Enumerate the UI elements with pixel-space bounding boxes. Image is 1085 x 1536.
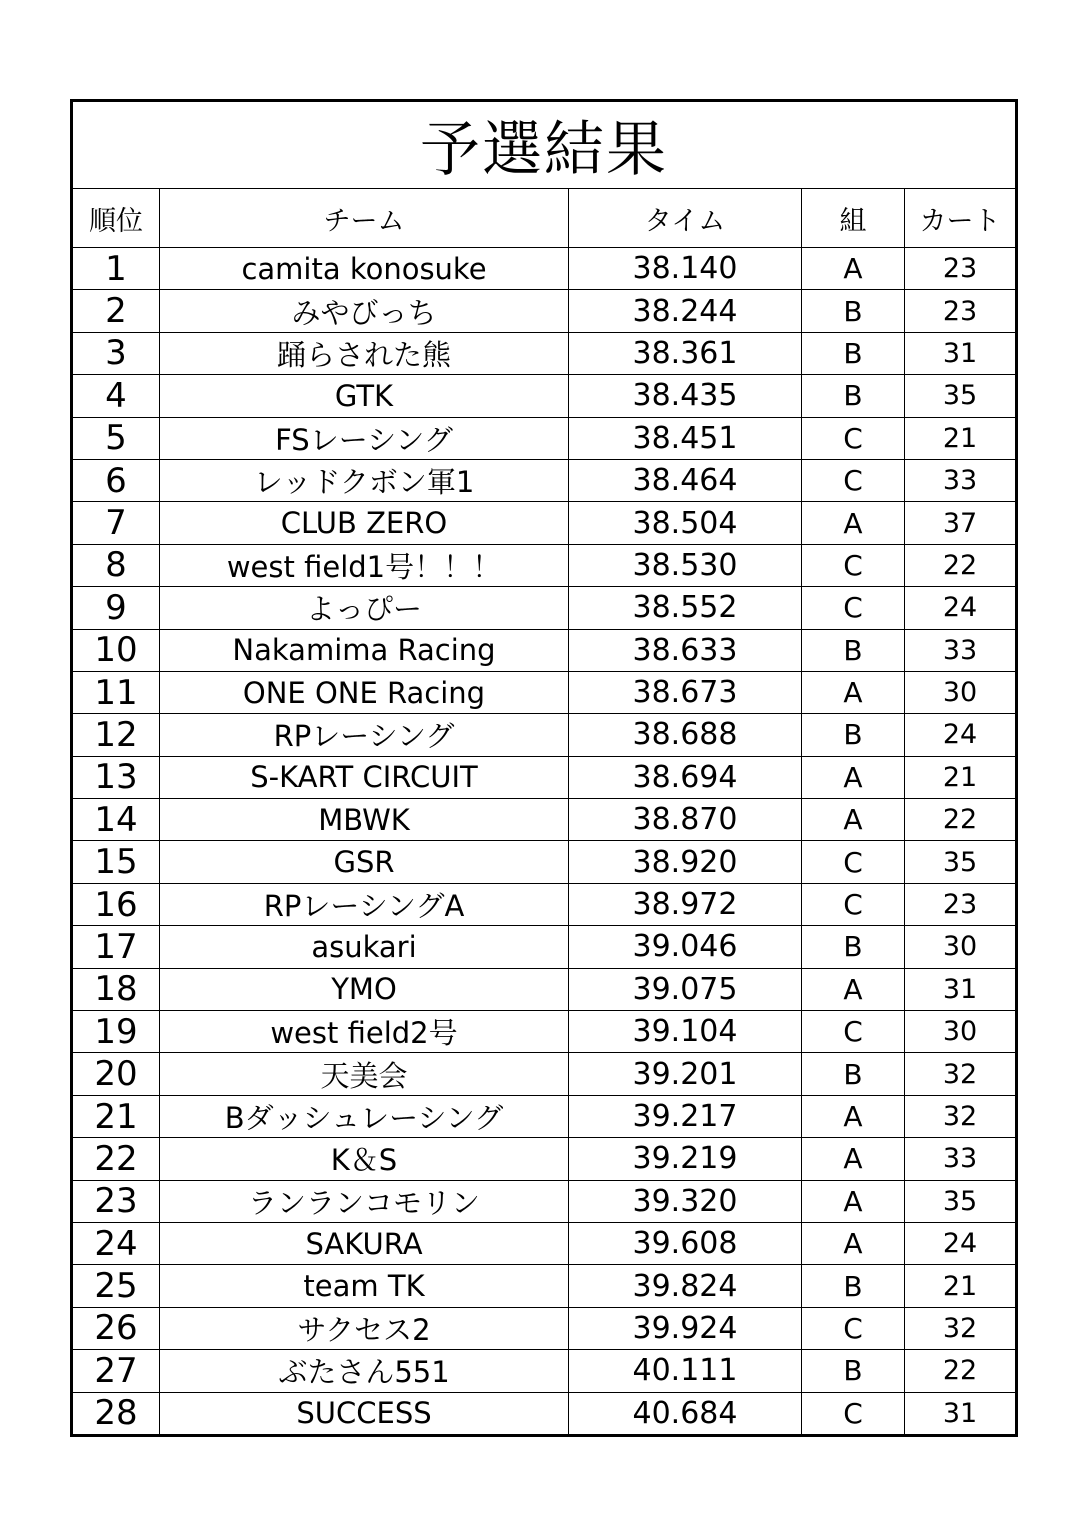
team-cell: 天美会 <box>160 1053 569 1095</box>
group-cell: A <box>802 671 905 713</box>
table-row <box>72 799 1017 841</box>
time-cell: 39.824 <box>569 1265 802 1307</box>
time-cell: 39.608 <box>569 1222 802 1264</box>
rank-cell: 21 <box>72 1095 160 1137</box>
kart-cell: 32 <box>905 1307 1017 1349</box>
group-cell: A <box>802 1222 905 1264</box>
rank-cell: 15 <box>72 841 160 883</box>
kart-cell: 35 <box>905 375 1017 417</box>
group-cell: A <box>802 502 905 544</box>
rank-cell: 6 <box>72 459 160 501</box>
table-row <box>72 968 1017 1010</box>
team-cell: よっぴー <box>160 587 569 629</box>
header-time: タイム <box>569 189 802 248</box>
page-title: 予選結果 <box>72 101 1017 189</box>
team-cell: Nakamima Racing <box>160 629 569 671</box>
group-cell: C <box>802 1307 905 1349</box>
time-cell: 38.633 <box>569 629 802 671</box>
kart-cell: 21 <box>905 417 1017 459</box>
rank-cell: 27 <box>72 1350 160 1392</box>
rank-cell: 20 <box>72 1053 160 1095</box>
rank-cell: 22 <box>72 1138 160 1180</box>
header-group: 組 <box>802 189 905 248</box>
kart-cell: 37 <box>905 502 1017 544</box>
group-cell: B <box>802 1053 905 1095</box>
rank-cell: 2 <box>72 290 160 332</box>
table-row <box>72 1095 1017 1137</box>
kart-cell: 21 <box>905 756 1017 798</box>
group-cell: B <box>802 1350 905 1392</box>
team-cell: FSレーシング <box>160 417 569 459</box>
table-row <box>72 629 1017 671</box>
header-kart: カート <box>905 189 1017 248</box>
kart-cell: 24 <box>905 1222 1017 1264</box>
kart-cell: 23 <box>905 883 1017 925</box>
team-cell: YMO <box>160 968 569 1010</box>
team-cell: S-KART CIRCUIT <box>160 756 569 798</box>
team-cell: Bダッシュレーシング <box>160 1095 569 1137</box>
time-cell: 39.104 <box>569 1011 802 1053</box>
table-row <box>72 1222 1017 1264</box>
kart-cell: 22 <box>905 1350 1017 1392</box>
group-cell: A <box>802 248 905 290</box>
group-cell: B <box>802 1265 905 1307</box>
group-cell: B <box>802 290 905 332</box>
time-cell: 38.870 <box>569 799 802 841</box>
rank-cell: 19 <box>72 1011 160 1053</box>
team-cell: レッドクボン軍1 <box>160 459 569 501</box>
time-cell: 38.920 <box>569 841 802 883</box>
table-row <box>72 1180 1017 1222</box>
time-cell: 39.217 <box>569 1095 802 1137</box>
header-rank: 順位 <box>72 189 160 248</box>
time-cell: 38.464 <box>569 459 802 501</box>
group-cell: B <box>802 926 905 968</box>
group-cell: A <box>802 799 905 841</box>
kart-cell: 23 <box>905 248 1017 290</box>
kart-cell: 35 <box>905 841 1017 883</box>
team-cell: GTK <box>160 375 569 417</box>
table-row <box>72 714 1017 756</box>
group-cell: B <box>802 332 905 374</box>
team-cell: camita konosuke <box>160 248 569 290</box>
table-row <box>72 290 1017 332</box>
group-cell: B <box>802 714 905 756</box>
time-cell: 38.244 <box>569 290 802 332</box>
kart-cell: 32 <box>905 1053 1017 1095</box>
rank-cell: 14 <box>72 799 160 841</box>
team-cell: west field2号 <box>160 1011 569 1053</box>
results-sheet <box>70 99 1015 1437</box>
table-row <box>72 756 1017 798</box>
rank-cell: 3 <box>72 332 160 374</box>
table-row <box>72 1011 1017 1053</box>
table-row <box>72 587 1017 629</box>
rank-cell: 9 <box>72 587 160 629</box>
team-cell: CLUB ZERO <box>160 502 569 544</box>
rank-cell: 11 <box>72 671 160 713</box>
table-row <box>72 248 1017 290</box>
team-cell: ONE ONE Racing <box>160 671 569 713</box>
team-cell: RPレーシングA <box>160 883 569 925</box>
rank-cell: 4 <box>72 375 160 417</box>
group-cell: C <box>802 544 905 586</box>
team-cell: RPレーシング <box>160 714 569 756</box>
time-cell: 40.111 <box>569 1350 802 1392</box>
table-row <box>72 926 1017 968</box>
group-cell: A <box>802 1095 905 1137</box>
rank-cell: 28 <box>72 1392 160 1435</box>
rank-cell: 13 <box>72 756 160 798</box>
team-cell: team TK <box>160 1265 569 1307</box>
team-cell: SAKURA <box>160 1222 569 1264</box>
group-cell: B <box>802 629 905 671</box>
team-cell: asukari <box>160 926 569 968</box>
header-team: チーム <box>160 189 569 248</box>
time-cell: 38.504 <box>569 502 802 544</box>
time-cell: 39.075 <box>569 968 802 1010</box>
team-cell: みやびっち <box>160 290 569 332</box>
header-row <box>72 189 1017 248</box>
team-cell: 踊らされた熊 <box>160 332 569 374</box>
rank-cell: 5 <box>72 417 160 459</box>
table-row <box>72 502 1017 544</box>
time-cell: 38.673 <box>569 671 802 713</box>
table-row <box>72 375 1017 417</box>
kart-cell: 35 <box>905 1180 1017 1222</box>
table-row <box>72 883 1017 925</box>
table-row <box>72 671 1017 713</box>
team-cell: SUCCESS <box>160 1392 569 1435</box>
team-cell: ランランコモリン <box>160 1180 569 1222</box>
group-cell: A <box>802 1138 905 1180</box>
kart-cell: 23 <box>905 290 1017 332</box>
rank-cell: 8 <box>72 544 160 586</box>
time-cell: 39.924 <box>569 1307 802 1349</box>
team-cell: west field1号！！！ <box>160 544 569 586</box>
time-cell: 38.688 <box>569 714 802 756</box>
team-cell: ぶたさん551 <box>160 1350 569 1392</box>
table-row <box>72 417 1017 459</box>
time-cell: 38.972 <box>569 883 802 925</box>
table-row <box>72 1138 1017 1180</box>
group-cell: C <box>802 1011 905 1053</box>
kart-cell: 31 <box>905 332 1017 374</box>
kart-cell: 32 <box>905 1095 1017 1137</box>
table-row <box>72 1392 1017 1435</box>
kart-cell: 22 <box>905 544 1017 586</box>
group-cell: C <box>802 459 905 501</box>
group-cell: C <box>802 841 905 883</box>
kart-cell: 31 <box>905 968 1017 1010</box>
group-cell: A <box>802 968 905 1010</box>
team-cell: GSR <box>160 841 569 883</box>
rank-cell: 17 <box>72 926 160 968</box>
group-cell: C <box>802 1392 905 1435</box>
group-cell: C <box>802 587 905 629</box>
team-cell: MBWK <box>160 799 569 841</box>
kart-cell: 30 <box>905 926 1017 968</box>
table-row <box>72 1307 1017 1349</box>
rank-cell: 18 <box>72 968 160 1010</box>
time-cell: 38.451 <box>569 417 802 459</box>
kart-cell: 33 <box>905 629 1017 671</box>
table-row <box>72 1053 1017 1095</box>
team-cell: K＆S <box>160 1138 569 1180</box>
time-cell: 38.435 <box>569 375 802 417</box>
group-cell: C <box>802 883 905 925</box>
table-row <box>72 459 1017 501</box>
group-cell: B <box>802 375 905 417</box>
table-row <box>72 332 1017 374</box>
rank-cell: 23 <box>72 1180 160 1222</box>
table-row <box>72 1265 1017 1307</box>
time-cell: 38.140 <box>569 248 802 290</box>
time-cell: 39.201 <box>569 1053 802 1095</box>
time-cell: 38.361 <box>569 332 802 374</box>
rank-cell: 10 <box>72 629 160 671</box>
kart-cell: 33 <box>905 459 1017 501</box>
rank-cell: 26 <box>72 1307 160 1349</box>
group-cell: A <box>802 756 905 798</box>
table-row <box>72 544 1017 586</box>
rank-cell: 24 <box>72 1222 160 1264</box>
rank-cell: 16 <box>72 883 160 925</box>
table-row <box>72 1350 1017 1392</box>
table-row <box>72 841 1017 883</box>
rank-cell: 25 <box>72 1265 160 1307</box>
kart-cell: 31 <box>905 1392 1017 1435</box>
rank-cell: 1 <box>72 248 160 290</box>
kart-cell: 24 <box>905 587 1017 629</box>
kart-cell: 21 <box>905 1265 1017 1307</box>
time-cell: 39.046 <box>569 926 802 968</box>
time-cell: 39.320 <box>569 1180 802 1222</box>
kart-cell: 22 <box>905 799 1017 841</box>
results-body <box>72 248 1017 1436</box>
kart-cell: 33 <box>905 1138 1017 1180</box>
rank-cell: 7 <box>72 502 160 544</box>
rank-cell: 12 <box>72 714 160 756</box>
qualifying-results-table <box>70 99 1018 1437</box>
group-cell: C <box>802 417 905 459</box>
time-cell: 40.684 <box>569 1392 802 1435</box>
time-cell: 38.530 <box>569 544 802 586</box>
time-cell: 39.219 <box>569 1138 802 1180</box>
kart-cell: 30 <box>905 1011 1017 1053</box>
time-cell: 38.552 <box>569 587 802 629</box>
group-cell: A <box>802 1180 905 1222</box>
kart-cell: 30 <box>905 671 1017 713</box>
team-cell: サクセス2 <box>160 1307 569 1349</box>
kart-cell: 24 <box>905 714 1017 756</box>
time-cell: 38.694 <box>569 756 802 798</box>
